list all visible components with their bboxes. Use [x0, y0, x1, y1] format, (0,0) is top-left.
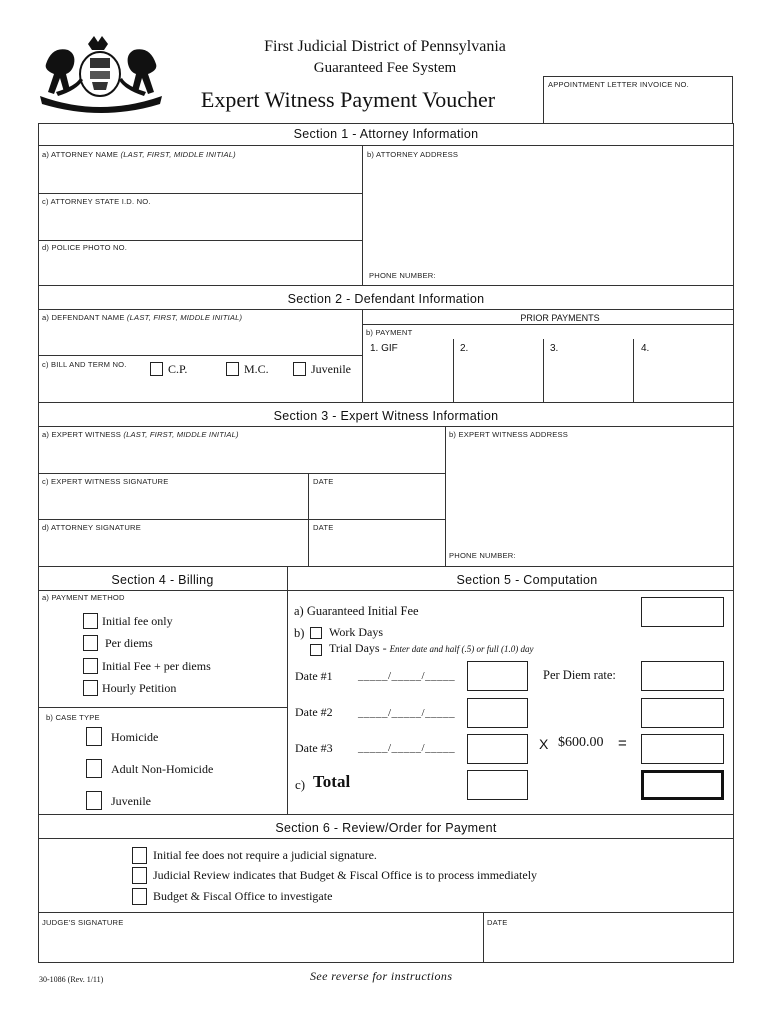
initial-fee-only-label: Initial fee only [102, 614, 173, 628]
work-days-label: Work Days [329, 625, 384, 639]
juvenile-court-label: Juvenile [311, 362, 351, 376]
work-days-checkbox[interactable] [310, 627, 322, 639]
judicial-review-label: Judicial Review indicates that Budget & Fiscal Office is to process immediately [153, 868, 538, 882]
homicide-label: Homicide [111, 730, 159, 744]
hourly-petition-label: Hourly Petition [102, 681, 177, 695]
total-label: Total [313, 772, 351, 791]
judge-date-field[interactable] [484, 913, 733, 961]
initial-fee-per-diems-label: Initial Fee + per diems [102, 659, 211, 673]
guaranteed-fee-field[interactable] [641, 597, 724, 627]
section5-title: Section 5 - Computation [456, 573, 598, 587]
total-prefix: c) [295, 777, 306, 792]
judge-signature-label: JUDGE'S SIGNATURE [42, 918, 124, 927]
equals-sign: = [618, 735, 627, 752]
homicide-checkbox[interactable] [86, 727, 102, 746]
attorney-address-label: b) ATTORNEY ADDRESS [367, 150, 459, 159]
adult-non-homicide-label: Adult Non-Homicide [111, 762, 214, 776]
total-field[interactable] [641, 770, 724, 800]
juvenile-case-checkbox[interactable] [86, 791, 102, 810]
prior-payments-header: PRIOR PAYMENTS [520, 313, 600, 323]
attorney-phone-label: PHONE NUMBER: [369, 271, 436, 280]
attorney-signature-label: d) ATTORNEY SIGNATURE [42, 523, 141, 532]
form-number: 30-1086 (Rev. 1/11) [39, 975, 104, 984]
initial-fee-only-checkbox[interactable] [83, 613, 98, 629]
mc-label: M.C. [244, 362, 269, 376]
defendant-name-label: a) DEFENDANT NAME (LAST, FIRST, MIDDLE INITIAL) [42, 313, 243, 322]
bill-term-label: c) BILL AND TERM NO. [42, 360, 127, 369]
cp-label: C.P. [168, 362, 188, 376]
payment-col-1[interactable]: 1. GIF [370, 343, 398, 354]
expert-address-label: b) EXPERT WITNESS ADDRESS [449, 430, 569, 439]
attorney-address-field[interactable] [363, 146, 733, 284]
judicial-review-checkbox[interactable] [132, 867, 147, 884]
date3-label: Date #3 [295, 741, 333, 755]
org-title: First Judicial District of Pennsylvania [264, 38, 506, 55]
section3-title: Section 3 - Expert Witness Information [273, 409, 499, 423]
total-days-field[interactable] [467, 770, 528, 800]
mc-checkbox[interactable] [226, 362, 239, 376]
cp-checkbox[interactable] [150, 362, 163, 376]
per-diem-rate-field[interactable] [641, 661, 724, 691]
initial-fee-per-diems-checkbox[interactable] [83, 658, 98, 674]
per-diems-label: Per diems [105, 636, 153, 650]
date1-day-field[interactable] [467, 661, 528, 691]
attorney-date-label: DATE [313, 523, 334, 532]
date2-day-field[interactable] [467, 698, 528, 728]
date3-day-field[interactable] [467, 734, 528, 764]
section1-title: Section 1 - Attorney Information [293, 127, 479, 141]
b-prefix: b) [294, 626, 305, 640]
judge-date-label: DATE [487, 918, 508, 927]
payment-label: b) PAYMENT [366, 328, 413, 337]
system-title: Guaranteed Fee System [313, 60, 457, 76]
payment-col-2[interactable]: 2. [460, 343, 469, 354]
payment-col-4[interactable]: 4. [641, 343, 650, 354]
date2-label: Date #2 [295, 705, 333, 719]
payment-col-3[interactable]: 3. [550, 343, 559, 354]
guaranteed-fee-label: a) Guaranteed Initial Fee [294, 604, 419, 618]
invoice-label: APPOINTMENT LETTER INVOICE NO. [548, 80, 689, 89]
date1-label: Date #1 [295, 669, 333, 683]
section2-title: Section 2 - Defendant Information [287, 292, 485, 306]
case-type-label: b) CASE TYPE [46, 713, 100, 722]
per-diem-total-field[interactable] [641, 734, 724, 764]
juvenile-case-label: Juvenile [111, 794, 151, 808]
attorney-name-label: a) ATTORNEY NAME (LAST, FIRST, MIDDLE INITIAL) [42, 150, 236, 159]
hourly-petition-checkbox[interactable] [83, 680, 98, 696]
juvenile-court-checkbox[interactable] [293, 362, 306, 376]
payment-method-label: a) PAYMENT METHOD [42, 593, 125, 602]
section4-title: Section 4 - Billing [111, 573, 214, 587]
per-diem-subtotal-field[interactable] [641, 698, 724, 728]
date2-input[interactable]: _____/_____/_____ [358, 707, 456, 719]
per-diem-amount: $600.00 [558, 735, 604, 750]
trial-days-checkbox[interactable] [310, 644, 322, 656]
investigate-checkbox[interactable] [132, 888, 147, 905]
adult-non-homicide-checkbox[interactable] [86, 759, 102, 778]
no-signature-label: Initial fee does not require a judicial signature. [153, 848, 377, 862]
expert-address-field[interactable] [446, 427, 733, 565]
section6-title: Section 6 - Review/Order for Payment [275, 821, 497, 835]
expert-witness-label: a) EXPERT WITNESS (LAST, FIRST, MIDDLE INITIAL) [42, 430, 239, 439]
per-diem-rate-label: Per Diem rate: [543, 668, 616, 682]
multiply-sign: X [539, 736, 549, 752]
date1-input[interactable]: _____/_____/_____ [358, 670, 456, 682]
pennsylvania-seal-icon [36, 34, 166, 114]
expert-phone-label: PHONE NUMBER: [449, 551, 516, 560]
instructions-note: See reverse for instructions [310, 969, 453, 983]
expert-signature-label: c) EXPERT WITNESS SIGNATURE [42, 477, 169, 486]
date3-input[interactable]: _____/_____/_____ [358, 742, 456, 754]
expert-date-label: DATE [313, 477, 334, 486]
no-signature-checkbox[interactable] [132, 847, 147, 864]
police-photo-label: d) POLICE PHOTO NO. [42, 243, 128, 252]
per-diems-checkbox[interactable] [83, 635, 98, 651]
trial-days-label: Trial Days - Enter date and half (.5) or full (1.0) day [329, 641, 534, 655]
attorney-state-id-label: c) ATTORNEY STATE I.D. NO. [42, 197, 151, 206]
page-title: Expert Witness Payment Voucher [200, 87, 496, 112]
investigate-label: Budget & Fiscal Office to investigate [153, 889, 333, 903]
